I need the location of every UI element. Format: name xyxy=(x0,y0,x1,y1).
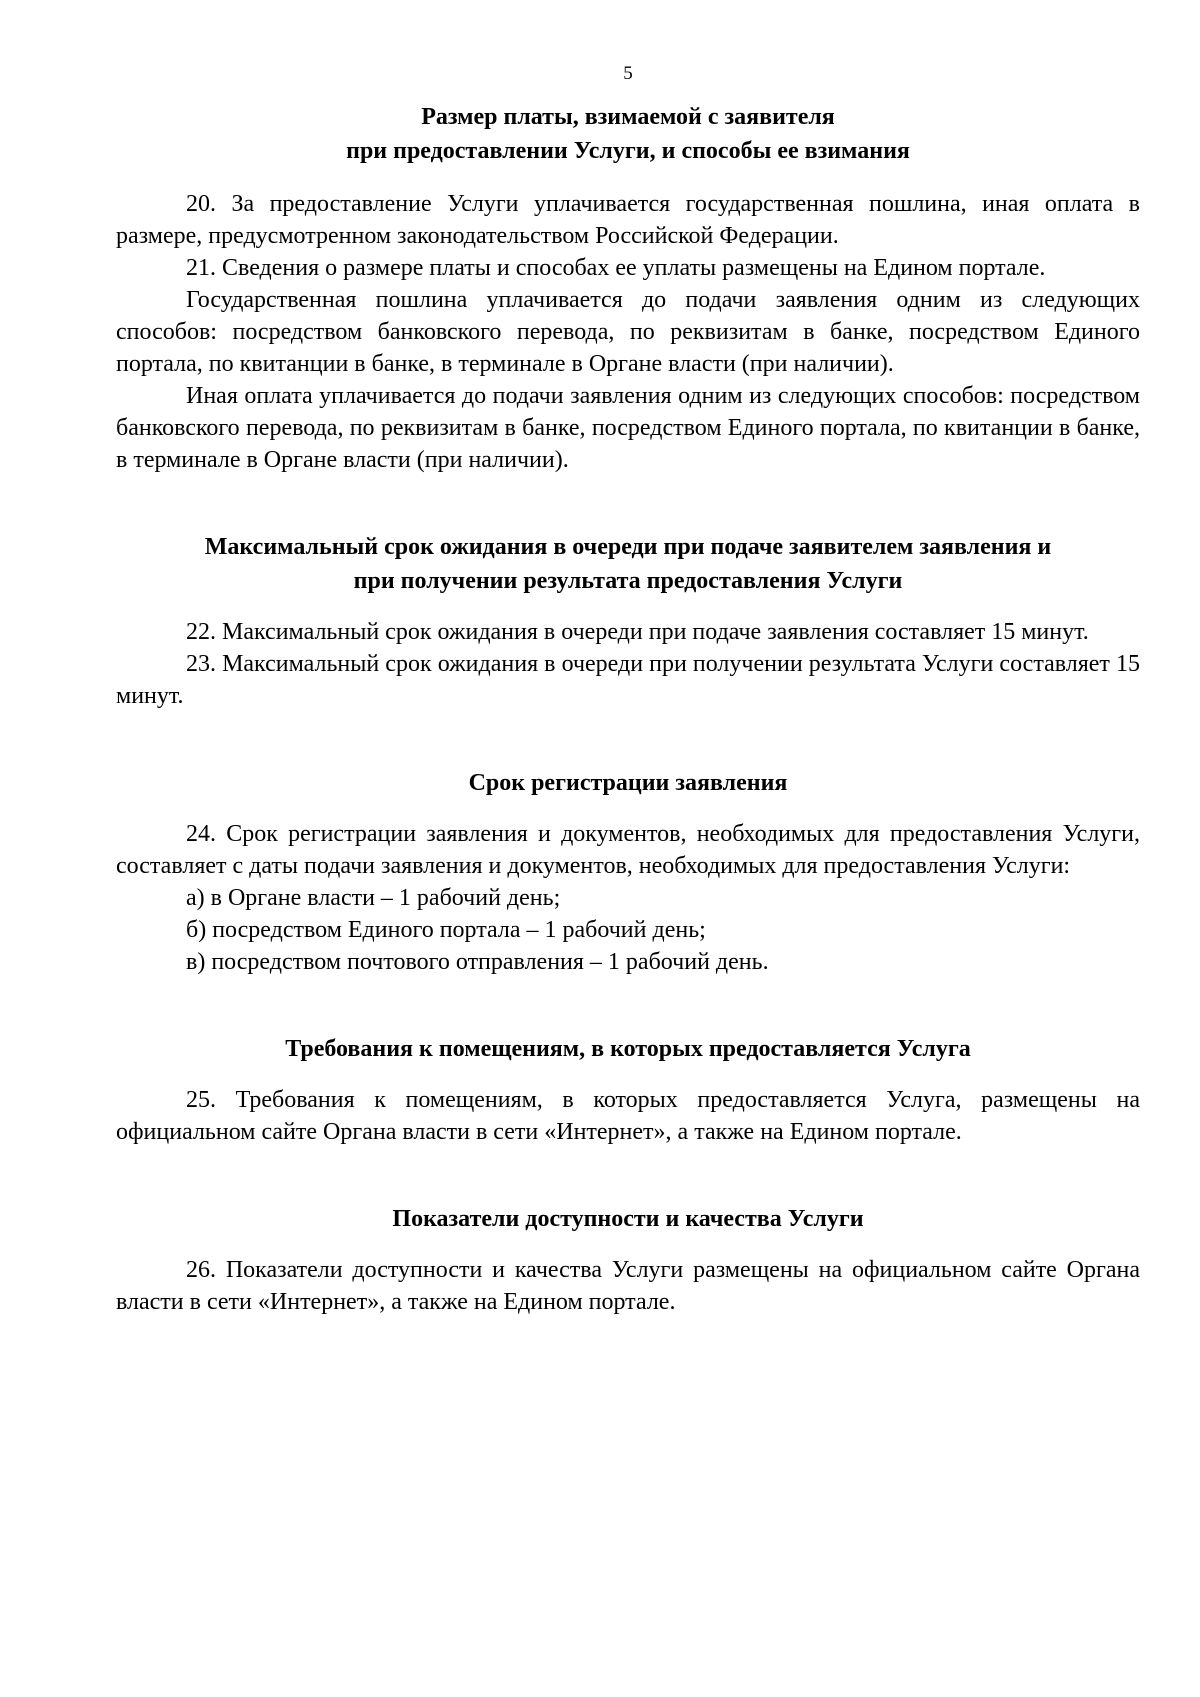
page-number: 5 xyxy=(623,63,633,84)
document-page xyxy=(116,62,1140,1318)
heading-line: при предоставлении Услуги, и способы ее взимания xyxy=(346,138,910,164)
section-heading xyxy=(116,766,1140,800)
section-heading xyxy=(116,1202,1140,1236)
paragraph: Иная оплата уплачивается до подачи заявления одним из следующих способов: посредством банковского перевода, по реквизитам в банке, посредством Единого портала, по квитанции в банке, в терминале в Органе власти (при наличии). xyxy=(116,383,1140,473)
paragraph: 23. Максимальный срок ожидания в очереди при получении результата Услуги составляет 15 минут. xyxy=(116,651,1140,709)
section-quality-indicators xyxy=(116,1202,1140,1318)
heading-line: при получении результата предоставления Услуги xyxy=(353,568,903,594)
paragraph: 21. Сведения о размере платы и способах ее уплаты размещены на Едином портале. xyxy=(186,255,1046,281)
heading-line: Размер платы, взимаемой с заявителя xyxy=(421,104,835,130)
list-item: б) посредством Единого портала – 1 рабочий день; xyxy=(186,917,706,943)
section-registration-time xyxy=(116,766,1140,978)
section-heading xyxy=(116,100,1140,168)
heading-line: Срок регистрации заявления xyxy=(468,770,788,796)
paragraph: 20. За предоставление Услуги уплачивается государственная пошлина, иная оплата в размере, предусмотренном законодательством Российской Федерации. xyxy=(116,191,1140,249)
list-item: в) посредством почтового отправления – 1 рабочий день. xyxy=(186,949,769,975)
heading-line: Требования к помещениям, в которых предоставляется Услуга xyxy=(285,1036,971,1062)
section-heading xyxy=(116,1032,1140,1066)
section-heading xyxy=(116,530,1140,598)
paragraph: 22. Максимальный срок ожидания в очереди при подаче заявления составляет 15 минут. xyxy=(186,619,1089,645)
section-fee xyxy=(116,100,1140,476)
list-item: а) в Органе власти – 1 рабочий день; xyxy=(186,885,561,911)
section-premises-requirements xyxy=(116,1032,1140,1148)
paragraph: 26. Показатели доступности и качества Услуги размещены на официальном сайте Органа власти в сети «Интернет», а также на Едином портале. xyxy=(116,1257,1140,1315)
heading-line: Показатели доступности и качества Услуги xyxy=(392,1206,864,1232)
paragraph: 24. Срок регистрации заявления и документов, необходимых для предоставления Услуги, составляет с даты подачи заявления и документов, необходимых для предоставления Услуги: xyxy=(116,821,1140,879)
section-queue-time xyxy=(116,530,1140,712)
paragraph: 25. Требования к помещениям, в которых предоставляется Услуга, размещены на официальном сайте Органа власти в сети «Интернет», а также на Едином портале. xyxy=(116,1087,1140,1145)
heading-line: Максимальный срок ожидания в очереди при подаче заявителем заявления и xyxy=(204,534,1052,560)
paragraph: Государственная пошлина уплачивается до подачи заявления одним из следующих способов: посредством банковского перевода, по реквизитам в банке, посредством Единого портала, по квитанции в банке, в терминале в Органе власти (при наличии). xyxy=(116,287,1140,377)
